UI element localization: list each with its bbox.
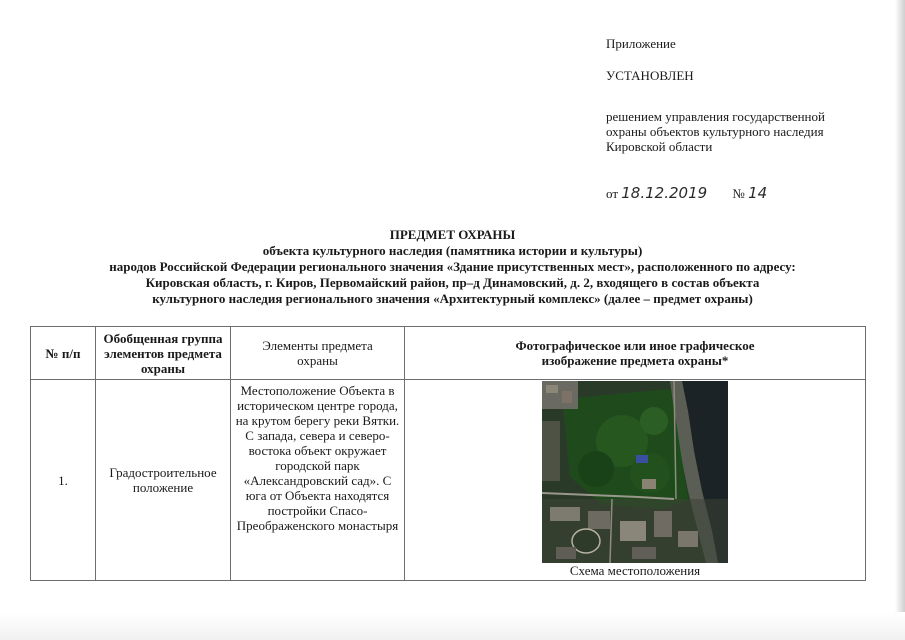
table-header-row xyxy=(31,327,866,380)
header-image-text: Фотографическое или иное графическое изображение предмета охраны* xyxy=(515,338,755,368)
decision-text: решением управления государственной охраны объектов культурного наследия Кировской области xyxy=(606,109,825,154)
image-caption: Схема местоположения xyxy=(569,563,701,578)
doc-subtitle-1: объекта культурного наследия (памятника истории и культуры) xyxy=(262,243,643,258)
header-number xyxy=(31,327,96,380)
doc-title: ПРЕДМЕТ ОХРАНЫ xyxy=(389,227,516,242)
doc-subtitle-2: народов Российской Федерации регионального значения «Здание присутственных мест», расположенного по адресу: xyxy=(109,259,796,274)
scan-shadow xyxy=(0,612,905,640)
header-group-text: Обобщенная группа элементов предмета охраны xyxy=(103,330,223,376)
doc-subtitle-3: Кировская область, г. Киров, Первомайский район, пр–д Динамовский, д. 2, входящего в состав объекта xyxy=(145,275,760,290)
table-row xyxy=(31,380,866,581)
location-map xyxy=(542,381,728,563)
row-elements xyxy=(231,380,405,581)
date-handwritten: 18.12.2019 xyxy=(621,184,708,202)
header-number-text: № п/п xyxy=(45,345,81,361)
row-elements-text: Местоположение Объекта в историческом центре города, на крутом берегу реки Вятки. С запада, севера и северо-востока объект окружает городской парк «Александровский сад». С юга от Объекта находятся постройки Спасо-Преображенского монастыря xyxy=(235,383,400,533)
date-line xyxy=(606,186,767,201)
protection-table xyxy=(30,326,866,581)
number-handwritten: 14 xyxy=(748,184,768,202)
row-number: 1. xyxy=(31,380,96,581)
header-image xyxy=(405,327,866,380)
header-group xyxy=(96,327,231,380)
appendix-label: Приложение xyxy=(606,36,676,51)
doc-subtitle-4: культурного наследия регионального значения «Архитектурный комплекс» (далее – предмет охраны) xyxy=(152,291,753,306)
date-prefix: от xyxy=(606,186,619,201)
header-elements xyxy=(231,327,405,380)
scan-edge xyxy=(895,0,905,640)
header-elements-text: Элементы предмета охраны xyxy=(262,338,373,368)
aerial-photo xyxy=(542,381,728,563)
row-group-text: Градостроительное положение xyxy=(109,465,217,495)
row-image-cell xyxy=(405,380,866,581)
established-label: УСТАНОВЛЕН xyxy=(606,68,694,83)
number-prefix: № xyxy=(732,186,745,201)
row-group xyxy=(96,380,231,581)
